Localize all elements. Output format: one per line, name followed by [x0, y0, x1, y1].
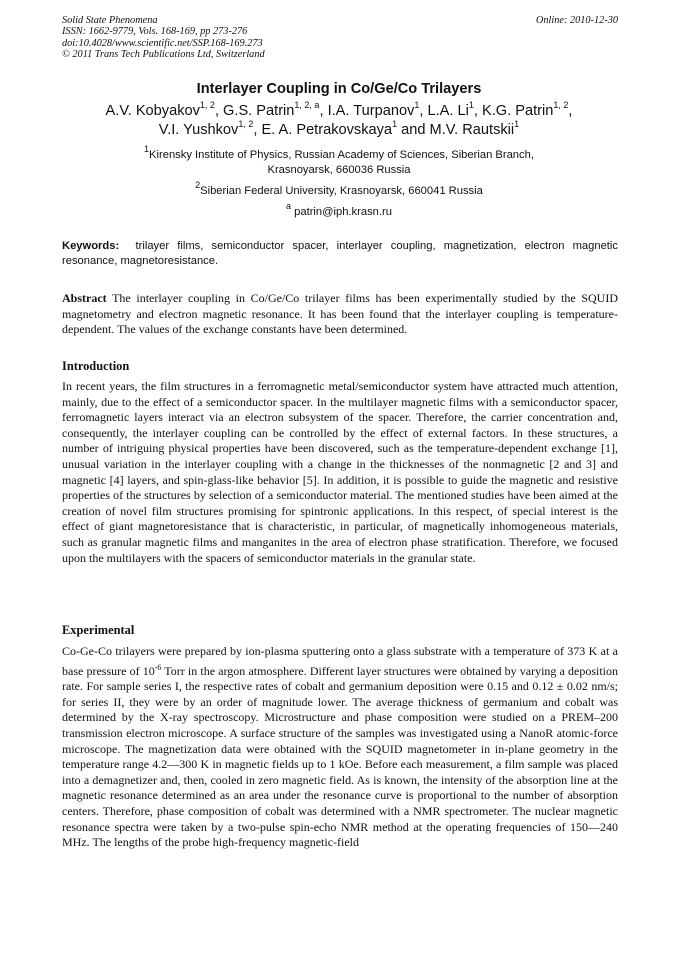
- author-name: V.I. Yushkov: [158, 122, 239, 138]
- author-name: A.V. Kobyakov: [105, 103, 200, 119]
- introduction-text: In recent years, the film structures in a ferromagnetic metal/semiconductor system have attracted much attention, mainly, due to the effect of a semiconductor spacer. In the multilayer magnetic films with a semiconductor spacer, ferromagnetic layers interact via an electron subsystem of the spacer. Therefore, the carrier concentration and, consequently, the interlayer coupling can be controlled by the effect of external factors. In these structures, a number of intriguing physical properties have been discovered, such as the temperature-dependent exchange [1], unusual variation in the interlayer coupling with a change in the thicknesses of the nonmagnetic [2 and 3] and magnetic [4] layers, and spin-glass-like behavior [5]. In addition, it is possible to guide the magnetic and resistive properties of the structures by selection of a semiconductor material. The mentioned studies have been aimed at the creation of novel film structures promising for spintronic applications. In this respect, of special interest is the effect of giant magnetoresistance that is characteristic, in particular, of magnetically inhomogeneous materials, such as granular magnetic films and manganites in the area of electron phase stratification. Therefore, we focused upon the multilayers with the spacers of semiconductor materials in the granular state.: [62, 379, 618, 565]
- author-affiliation-marker: 1: [414, 100, 420, 111]
- author-affiliation-marker: 1, 2: [238, 119, 254, 130]
- experimental-heading: Experimental: [62, 623, 135, 637]
- author: [105, 100, 224, 119]
- affiliation-1-line-1: Kirensky Institute of Physics, Russian Academy of Sciences, Siberian Branch,: [149, 149, 534, 161]
- keywords-label: Keywords:: [62, 240, 120, 252]
- author-affiliation-marker: 1: [514, 119, 520, 130]
- author-separator: ,: [568, 103, 573, 119]
- email-marker: a: [286, 201, 292, 212]
- author-separator: ,: [253, 122, 262, 138]
- keywords-text: trilayer films, semiconductor spacer, interlayer coupling, magnetization, electron magnetic resonance, magnetoresistance.: [62, 240, 618, 268]
- author: [223, 100, 328, 119]
- affiliation-2: [40, 180, 638, 199]
- author-name: G.S. Patrin: [223, 103, 295, 119]
- author: [427, 100, 483, 119]
- journal-name: Solid State Phenomena: [62, 15, 158, 26]
- author-separator: ,: [419, 103, 428, 119]
- running-header: [62, 15, 618, 61]
- author-name: K.G. Patrin: [482, 103, 554, 119]
- experimental-text: [62, 644, 618, 851]
- doi-line: doi:10.4028/www.scientific.net/SSP.168-169.273: [62, 37, 263, 49]
- author-affiliation-marker: 1, 2: [553, 100, 569, 111]
- affiliation-1-line-2: Krasnoyarsk, 660036 Russia: [267, 164, 411, 176]
- experimental-text-part-1: Co-Ge-Co trilayers were prepared by ion-plasma sputtering onto a glass substrate with a temperature of 373 K at a base pressure of 10: [62, 644, 618, 678]
- affiliation-1-marker: 1: [144, 144, 150, 155]
- author-separator: ,: [473, 103, 482, 119]
- issn-line: ISSN: 1662-9779, Vols. 168-169, pp 273-276: [62, 26, 248, 38]
- author-list: [40, 102, 638, 140]
- keywords: [62, 239, 618, 270]
- paper-title: Interlayer Coupling in Co/Ge/Co Trilayers: [196, 81, 482, 97]
- author-separator: ,: [319, 103, 328, 119]
- abstract-text: The interlayer coupling in Co/Ge/Co trilayer films has been experimentally studied by the SQUID magnetometry and electron magnetic resonance. It has been found that the interlayer coupling is temperature-dependent. The values of the exchange constants have been determined.: [62, 291, 618, 337]
- author: [429, 119, 520, 138]
- author-affiliation-marker: 1, 2, a: [294, 100, 320, 111]
- corresponding-email: [40, 201, 638, 220]
- author: [261, 119, 430, 138]
- author-name: E. A. Petrakovskaya: [261, 122, 393, 138]
- affiliation-2-marker: 2: [195, 180, 201, 191]
- author: [482, 100, 573, 119]
- experimental-text-part-2: Torr in the argon atmosphere. Different layer structures were obtained by varying a deposition rate. For sample series I, the respective rates of cobalt and germanium deposition were 0.15 and 0.12 ± 0.02 nm/s; for series II, they were by an order of magnitude lower. The average thickness of germanium and cobalt was determined by the X-ray spectroscopy. Microstructure and phase composition were studied on a PREM–200 transmission electron microscope. A surface structure of the samples was investigated using a NanoR atomic-force microscope. The magnetization data were obtained with the SQUID magnetometer in in-plane geometry in the temperature range 4.2—300 K in magnetic fields up to 1 kOe. Before each measurement, a film sample was placed into a demagnetizer and, then, cooled in zero magnetic field. As is known, the intensity of the absorption line at the magnetic resonance determined as an area under the resonance curve is proportional to the number of absorption centers. Therefore, phase composition of cobalt was determined with a NMR spectrometer. The nuclear magnetic resonance spectra were taken by a two-pulse spin-echo NMR method at the operating frequencies of 150—240 MHz. The lengths of the probe high-frequency magnetic-field: [62, 663, 618, 850]
- affiliation-2-text: Siberian Federal University, Krasnoyarsk, 660041 Russia: [200, 185, 483, 197]
- pressure-exponent: -6: [154, 662, 162, 672]
- author-affiliation-marker: 1, 2: [199, 100, 215, 111]
- online-date: Online: 2010-12-30: [535, 15, 618, 26]
- author-name: L.A. Li: [427, 103, 469, 119]
- author-name: I.A. Turpanov: [327, 103, 415, 119]
- affiliation-1: [40, 144, 638, 178]
- author-separator: ,: [214, 103, 224, 119]
- introduction-heading: Introduction: [62, 359, 130, 373]
- author: [327, 100, 428, 119]
- abstract: [62, 291, 618, 338]
- author-separator: and: [397, 122, 430, 138]
- author-name: M.V. Rautskii: [429, 122, 515, 138]
- author-affiliation-marker: 1: [468, 100, 474, 111]
- author-affiliation-marker: 1: [392, 119, 398, 130]
- email-address: patrin@iph.krasn.ru: [294, 206, 392, 218]
- author: [158, 119, 262, 138]
- abstract-label: Abstract: [62, 291, 107, 305]
- copyright-line: © 2011 Trans Tech Publications Ltd, Switzerland: [62, 49, 265, 61]
